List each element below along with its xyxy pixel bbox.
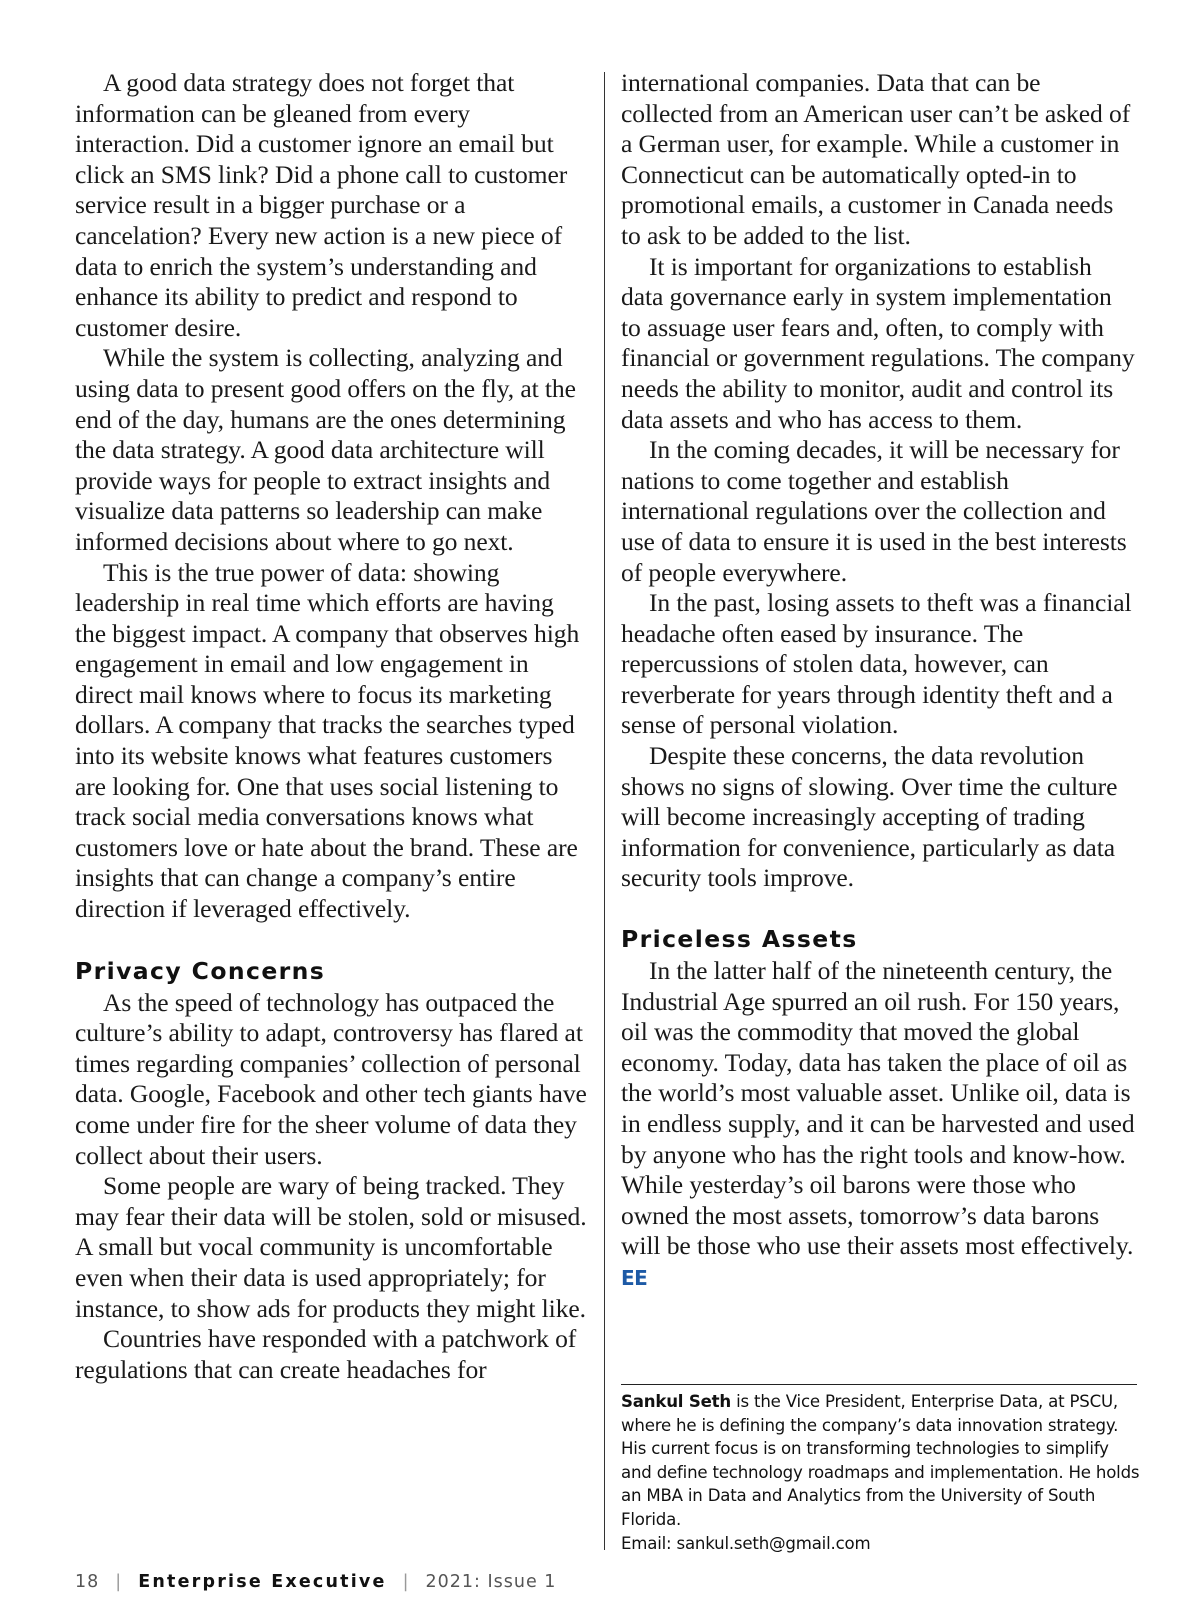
footer-separator: | xyxy=(402,1572,410,1592)
author-email: Email: sankul.seth@gmail.com xyxy=(621,1533,871,1553)
paragraph: Some people are wary of being tracked. They may fear their data will be stolen, sold or misused. A small but vocal community is uncomfortable even when their data is used appropriately; for instance, to show ads for products they might like. xyxy=(75,1171,587,1323)
page-footer xyxy=(75,1572,556,1592)
final-text: In the latter half of the nineteenth century, the Industrial Age spurred an oil rush. For 150 years, oil was the commodity that moved the global economy. Today, data has taken the place of oil as the world’s most valuable asset. Unlike oil, data is in endless supply, and it can be harvested and used by anyone who has the right tools and know-how. While yesterday’s oil barons were those who owned the most assets, tomorrow’s data barons will be those who use their assets most effectively. xyxy=(621,956,1135,1261)
author-name: Sankul Seth xyxy=(621,1392,732,1411)
end-mark-icon: EE xyxy=(621,1265,648,1290)
footer-separator: | xyxy=(115,1572,123,1592)
paragraph: While the system is collecting, analyzing and using data to present good offers on the fly, at the end of the day, humans are the ones determining the data strategy. A good data architecture will provide ways for people to extract insights and visualize data patterns so leadership can make informed decisions about where to go next. xyxy=(75,343,576,556)
paragraph: It is important for organizations to establish data governance early in system implementation to assuage user fears and, often, to comply with financial or government regulations. The company needs the ability to monitor, audit and control its data assets and who has access to them. xyxy=(621,251,1135,434)
paragraph-continuation: international companies. Data that can be collected from an American user can’t be asked of a German user, for example. While a customer in Connecticut can be automatically opted-in to promotional emails, a customer in Canada needs to ask to be added to the list. xyxy=(621,68,1131,250)
issue-label: 2021: Issue 1 xyxy=(425,1572,557,1592)
paragraph: In the past, losing assets to theft was a financial headache often eased by insurance. The repercussions of stolen data, however, can reverberate for years through identity theft and a sense of personal violation. xyxy=(621,588,1132,740)
paragraph: This is the true power of data: showing leadership in real time which efforts are having the biggest impact. A company that observes high engagement in email and low engagement in direct mail knows where to focus its marketing dollars. A company that tracks the searches typed into its website knows what features customers are looking for. One that uses social listening to track social media conversations knows what customers love or hate about the brand. These are insights that can change a company’s entire direction if leveraged effectively. xyxy=(75,557,580,924)
paragraph-final xyxy=(621,956,1137,1294)
left-column xyxy=(75,68,587,1385)
paragraph: In the coming decades, it will be necessary for nations to come together and establish international regulations over the collection and use of data to ensure it is used in the best interests of people everywhere. xyxy=(621,435,1127,587)
publication-name: Enterprise Executive xyxy=(138,1572,387,1592)
column-divider xyxy=(604,72,605,1550)
paragraph: As the speed of technology has outpaced the culture’s ability to adapt, controversy has flared at times regarding companies’ collection of personal data. Google, Facebook and other tech giants have come under fire for the sheer volume of data they collect about their users. xyxy=(75,987,587,1170)
paragraph: Despite these concerns, the data revolution shows no signs of slowing. Over time the culture will become increasingly accepting of trading information for convenience, particularly as data security tools improve. xyxy=(621,741,1118,893)
paragraph: A good data strategy does not forget that information can be gleaned from every interaction. Did a customer ignore an email but click an SMS link? Did a phone call to customer service result in a bigger purchase or a cancelation? Every new action is a new piece of data to enrich the system’s understanding and enhance its ability to predict and respond to customer desire. xyxy=(75,68,568,342)
section-heading-priceless: Priceless Assets xyxy=(621,925,858,954)
bio-text: is the Vice President, Enterprise Data, at PSCU, where he is defining the company’s data innovation strategy. His current focus is on transforming technologies to simplify and define technology roadmaps and implementation. He holds an MBA in Data and Analytics from the University of South Florida. xyxy=(621,1392,1140,1529)
right-column xyxy=(621,68,1137,1294)
page-number: 18 xyxy=(75,1572,100,1592)
author-bio xyxy=(621,1390,1141,1555)
bio-rule xyxy=(621,1384,1137,1385)
paragraph: Countries have responded with a patchwork of regulations that can create headaches for xyxy=(75,1324,577,1384)
section-heading-privacy: Privacy Concerns xyxy=(75,956,326,985)
